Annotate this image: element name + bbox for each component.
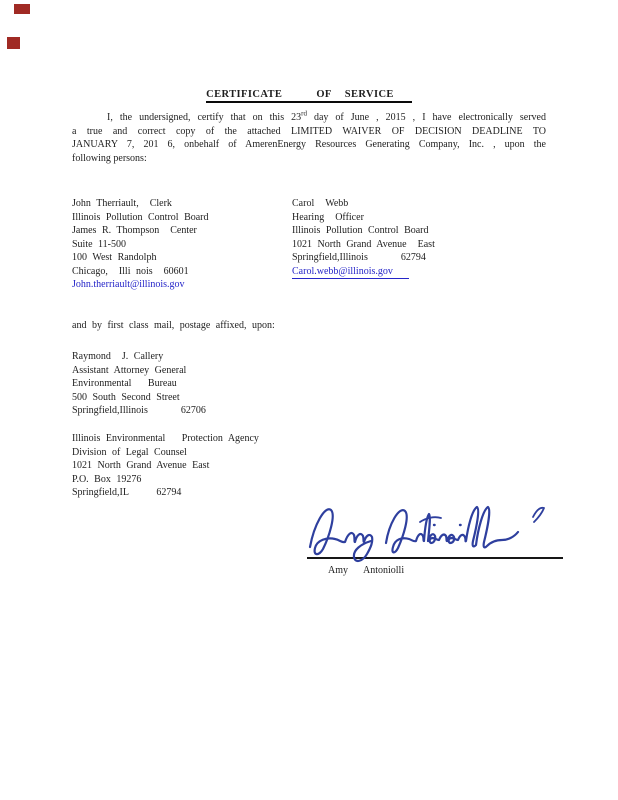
address-line: Raymond J. Callery <box>72 351 164 362</box>
title-word-service: SERVICE <box>344 89 394 100</box>
email-link-hearing-officer[interactable]: Carol.webb@illinois.gov <box>292 266 409 279</box>
paragraph-line-4: following persons: <box>72 152 147 164</box>
address-line: 500 South Second Street <box>72 391 180 403</box>
recipient-block-hearing-officer <box>292 197 435 279</box>
address-line: 1021 North Grand Avenue East <box>292 238 435 250</box>
address-line: John Therriault, Clerk <box>72 198 172 209</box>
address-line: Illinois Pollution Control Board <box>292 225 429 236</box>
certificate-title <box>0 84 618 103</box>
paragraph-line-1 <box>72 111 546 125</box>
address-line: Carol Webb <box>292 198 349 209</box>
address-line: Illinois Environmental Protection Agency <box>72 433 259 444</box>
title-word-of: OF <box>316 89 332 100</box>
first-class-mail-statement: and by first class mail, postage affixed, upon: <box>72 320 275 331</box>
address-line: Suite 11-500 <box>72 238 127 250</box>
ordinal-superscript: rd <box>301 109 307 118</box>
address-line: Illinois Pollution Control Board <box>72 211 209 223</box>
paragraph-line-1-post: day of June , 2015 , I have electronically served <box>306 112 546 123</box>
paragraph-line-3: JANUARY 7, 201 6, onbehalf of AmerenEnergy Resources Generating Company, Inc. , upon the <box>72 139 546 150</box>
recipient-block-iepa <box>72 432 259 500</box>
recipient-block-clerk <box>72 197 209 292</box>
certification-paragraph <box>72 111 546 165</box>
address-line: Hearing Officer <box>292 211 364 223</box>
recipient-block-attorney-general <box>72 350 206 418</box>
signature-stroke-antoniolli <box>386 507 518 552</box>
address-line: Assistant Attorney General <box>72 364 187 376</box>
address-line: Springfield,IL 62794 <box>72 487 182 498</box>
certificate-title-underline <box>206 89 412 103</box>
handwritten-signature-ink <box>300 497 558 563</box>
title-word-certificate: CERTIFICATE <box>206 89 283 100</box>
address-line: Springfield,Illinois 62794 <box>292 252 426 263</box>
address-line: P.O. Box 19276 <box>72 473 142 485</box>
address-line: Chicago, Illi nois 60601 <box>72 265 189 277</box>
address-line: Springfield,Illinois 62706 <box>72 405 206 416</box>
signature-stroke-amy <box>310 509 372 561</box>
email-link-clerk[interactable]: John.therriault@illinois.gov <box>72 279 185 290</box>
signature-stroke-flick <box>533 508 544 522</box>
address-line: James R. Thompson Center <box>72 225 197 236</box>
address-line: 1021 North Grand Avenue East <box>72 460 210 471</box>
address-line: Environmental Bureau <box>72 378 177 389</box>
address-line: 100 West Randolph <box>72 252 157 263</box>
signature-typed-name: Amy Antoniolli <box>328 565 405 576</box>
paragraph-line-2: a true and correct copy of the attached LIMITED WAIVER OF DECISION DEADLINE TO <box>72 125 546 137</box>
address-line: Division of Legal Counsel <box>72 446 187 458</box>
red-stamp-mark-top <box>14 4 30 14</box>
red-stamp-mark-left <box>7 37 20 49</box>
paragraph-line-1-pre: I, the undersigned, certify that on this 23 <box>107 112 302 123</box>
